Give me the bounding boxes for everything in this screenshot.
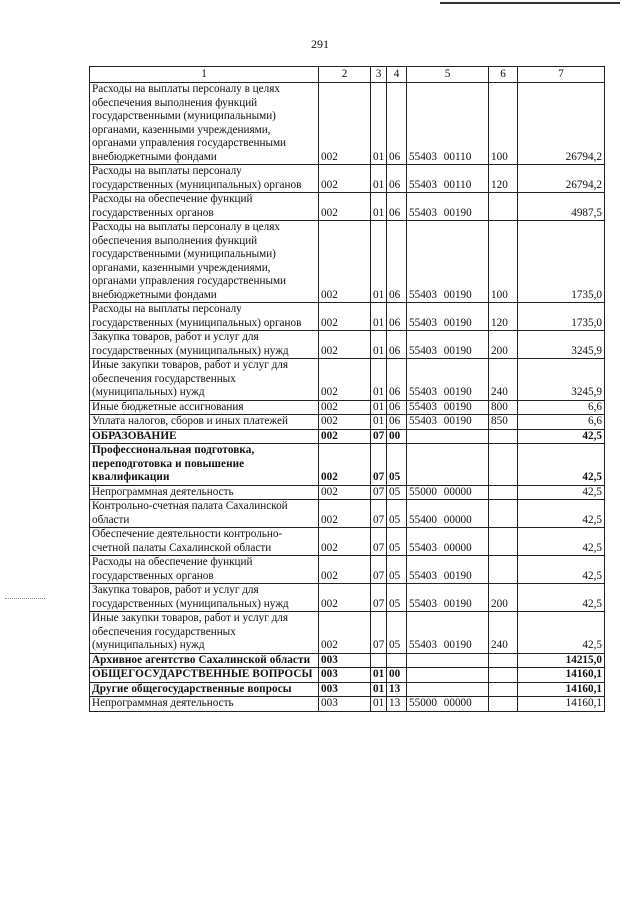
row-amount: 26794,2 xyxy=(518,165,605,193)
row-name: Непрограммная деятельность xyxy=(90,485,319,500)
row-name: Контрольно-счетная палата Сахалинской области xyxy=(90,500,319,528)
row-expense-type: 200 xyxy=(489,331,518,359)
row-name: Расходы на выплаты персоналу государственных (муниципальных) органов xyxy=(90,303,319,331)
row-target-article: 55403 00190 xyxy=(407,359,489,401)
row-amount: 14160,1 xyxy=(518,697,605,712)
row-name: Уплата налогов, сборов и иных платежей xyxy=(90,415,319,430)
table-row xyxy=(90,584,605,612)
row-name: Расходы на выплаты персоналу в целях обеспечения выполнения функций государственными (муниципальными) органами, казенными учреждениями, органами управления государственными внебюджетными фондами xyxy=(90,83,319,165)
row-expense-type: 240 xyxy=(489,612,518,654)
row-expense-type: 100 xyxy=(489,83,518,165)
row-name: Иные закупки товаров, работ и услуг для обеспечения государственных (муниципальных) нужд xyxy=(90,359,319,401)
row-section: 01 xyxy=(371,682,387,697)
row-admin-code: 002 xyxy=(319,165,371,193)
row-admin-code: 002 xyxy=(319,83,371,165)
row-expense-type xyxy=(489,697,518,712)
row-section: 07 xyxy=(371,444,387,486)
table-body xyxy=(90,83,605,712)
row-subsection: 05 xyxy=(387,528,407,556)
row-admin-code: 002 xyxy=(319,359,371,401)
header-col-6: 6 xyxy=(489,67,518,83)
row-subsection: 13 xyxy=(387,682,407,697)
row-subsection: 06 xyxy=(387,83,407,165)
row-admin-code: 002 xyxy=(319,556,371,584)
row-target-article: 55403 00190 xyxy=(407,303,489,331)
row-section: 01 xyxy=(371,83,387,165)
row-subsection: 05 xyxy=(387,444,407,486)
top-rule xyxy=(440,2,620,4)
row-admin-code: 002 xyxy=(319,193,371,221)
row-section: 01 xyxy=(371,400,387,415)
row-target-article: 55000 00000 xyxy=(407,697,489,712)
row-subsection: 06 xyxy=(387,303,407,331)
row-subsection: 06 xyxy=(387,193,407,221)
header-col-5: 5 xyxy=(407,67,489,83)
row-name: ОБРАЗОВАНИЕ xyxy=(90,429,319,444)
row-name: Иные бюджетные ассигнования xyxy=(90,400,319,415)
row-expense-type: 800 xyxy=(489,400,518,415)
row-target-article: 55403 00110 xyxy=(407,165,489,193)
row-admin-code: 002 xyxy=(319,528,371,556)
row-name: Другие общегосударственные вопросы xyxy=(90,682,319,697)
row-name: Иные закупки товаров, работ и услуг для обеспечения государственных (муниципальных) нужд xyxy=(90,612,319,654)
row-target-article xyxy=(407,653,489,668)
header-col-4: 4 xyxy=(387,67,407,83)
table-row xyxy=(90,165,605,193)
row-target-article: 55403 00190 xyxy=(407,400,489,415)
row-target-article: 55403 00190 xyxy=(407,584,489,612)
table-row xyxy=(90,415,605,430)
row-subsection: 06 xyxy=(387,415,407,430)
row-admin-code: 003 xyxy=(319,682,371,697)
row-name: Расходы на выплаты персоналу государственных (муниципальных) органов xyxy=(90,165,319,193)
row-target-article xyxy=(407,444,489,486)
row-admin-code: 002 xyxy=(319,221,371,303)
row-section: 01 xyxy=(371,697,387,712)
row-admin-code: 003 xyxy=(319,653,371,668)
row-amount: 14160,1 xyxy=(518,682,605,697)
row-name: Обеспечение деятельности контрольно-счетной палаты Сахалинской области xyxy=(90,528,319,556)
table-row xyxy=(90,303,605,331)
row-section: 07 xyxy=(371,612,387,654)
header-col-2: 2 xyxy=(319,67,371,83)
row-section: 01 xyxy=(371,221,387,303)
table-row xyxy=(90,653,605,668)
row-section: 07 xyxy=(371,429,387,444)
row-expense-type: 850 xyxy=(489,415,518,430)
row-admin-code: 002 xyxy=(319,303,371,331)
table-row xyxy=(90,668,605,683)
table-row xyxy=(90,500,605,528)
row-expense-type xyxy=(489,429,518,444)
row-name: Профессиональная подготовка, переподготовка и повышение квалификации xyxy=(90,444,319,486)
row-target-article: 55403 00000 xyxy=(407,528,489,556)
row-subsection: 05 xyxy=(387,584,407,612)
row-name: Непрограммная деятельность xyxy=(90,697,319,712)
row-admin-code: 002 xyxy=(319,429,371,444)
row-expense-type: 120 xyxy=(489,165,518,193)
row-admin-code: 002 xyxy=(319,400,371,415)
row-amount: 26794,2 xyxy=(518,83,605,165)
row-amount: 42,5 xyxy=(518,612,605,654)
header-col-3: 3 xyxy=(371,67,387,83)
row-section: 01 xyxy=(371,303,387,331)
row-expense-type xyxy=(489,444,518,486)
row-admin-code: 002 xyxy=(319,612,371,654)
table-row xyxy=(90,612,605,654)
row-subsection: 06 xyxy=(387,359,407,401)
row-target-article: 55000 00000 xyxy=(407,485,489,500)
row-admin-code: 002 xyxy=(319,331,371,359)
table-row xyxy=(90,556,605,584)
row-subsection: 05 xyxy=(387,485,407,500)
row-expense-type: 120 xyxy=(489,303,518,331)
row-target-article: 55403 00190 xyxy=(407,415,489,430)
row-target-article xyxy=(407,682,489,697)
row-amount: 6,6 xyxy=(518,415,605,430)
row-amount: 1735,0 xyxy=(518,221,605,303)
row-section: 01 xyxy=(371,668,387,683)
row-amount: 4987,5 xyxy=(518,193,605,221)
row-admin-code: 002 xyxy=(319,444,371,486)
row-expense-type xyxy=(489,653,518,668)
row-expense-type xyxy=(489,556,518,584)
row-subsection: 05 xyxy=(387,612,407,654)
scan-mark xyxy=(5,598,45,600)
table-row xyxy=(90,444,605,486)
row-expense-type xyxy=(489,500,518,528)
row-target-article: 55403 00190 xyxy=(407,331,489,359)
row-target-article xyxy=(407,668,489,683)
table-row xyxy=(90,400,605,415)
row-subsection: 13 xyxy=(387,697,407,712)
row-section: 01 xyxy=(371,359,387,401)
row-section: 07 xyxy=(371,485,387,500)
row-target-article: 55403 00190 xyxy=(407,612,489,654)
row-section: 01 xyxy=(371,165,387,193)
page-number: 291 xyxy=(311,37,329,51)
table-row xyxy=(90,697,605,712)
header-col-7: 7 xyxy=(518,67,605,83)
row-amount: 42,5 xyxy=(518,584,605,612)
table-row xyxy=(90,485,605,500)
row-name: Расходы на обеспечение функций государственных органов xyxy=(90,556,319,584)
row-target-article: 55403 00190 xyxy=(407,193,489,221)
row-amount: 14215,0 xyxy=(518,653,605,668)
row-expense-type xyxy=(489,193,518,221)
row-section xyxy=(371,653,387,668)
row-admin-code: 002 xyxy=(319,500,371,528)
row-amount: 3245,9 xyxy=(518,359,605,401)
row-section: 07 xyxy=(371,500,387,528)
table-row xyxy=(90,221,605,303)
row-target-article: 55400 00000 xyxy=(407,500,489,528)
row-section: 01 xyxy=(371,331,387,359)
row-expense-type: 240 xyxy=(489,359,518,401)
table-row xyxy=(90,528,605,556)
table-row xyxy=(90,193,605,221)
row-amount: 1735,0 xyxy=(518,303,605,331)
row-subsection xyxy=(387,653,407,668)
table-row xyxy=(90,682,605,697)
row-admin-code: 002 xyxy=(319,584,371,612)
row-subsection: 06 xyxy=(387,400,407,415)
table-header-row xyxy=(90,67,605,83)
row-admin-code: 002 xyxy=(319,415,371,430)
row-section: 07 xyxy=(371,556,387,584)
row-amount: 6,6 xyxy=(518,400,605,415)
row-expense-type: 100 xyxy=(489,221,518,303)
row-section: 01 xyxy=(371,415,387,430)
row-name: Расходы на выплаты персоналу в целях обеспечения выполнения функций государственными (муниципальными) органами, казенными учреждениями, органами управления государственными внебюджетными фондами xyxy=(90,221,319,303)
table-row xyxy=(90,359,605,401)
table-row xyxy=(90,331,605,359)
row-subsection: 05 xyxy=(387,556,407,584)
row-target-article: 55403 00190 xyxy=(407,221,489,303)
row-expense-type xyxy=(489,682,518,697)
row-amount: 42,5 xyxy=(518,444,605,486)
row-subsection: 05 xyxy=(387,500,407,528)
row-subsection: 00 xyxy=(387,668,407,683)
row-name: Расходы на обеспечение функций государственных органов xyxy=(90,193,319,221)
row-amount: 14160,1 xyxy=(518,668,605,683)
row-amount: 42,5 xyxy=(518,500,605,528)
row-subsection: 06 xyxy=(387,165,407,193)
row-name: Закупка товаров, работ и услуг для государственных (муниципальных) нужд xyxy=(90,331,319,359)
row-target-article: 55403 00190 xyxy=(407,556,489,584)
row-section: 07 xyxy=(371,584,387,612)
table-row xyxy=(90,83,605,165)
row-expense-type xyxy=(489,485,518,500)
header-col-1: 1 xyxy=(90,67,319,83)
row-admin-code: 002 xyxy=(319,485,371,500)
row-expense-type: 200 xyxy=(489,584,518,612)
row-admin-code: 003 xyxy=(319,668,371,683)
row-subsection: 06 xyxy=(387,331,407,359)
row-name: ОБЩЕГОСУДАРСТВЕННЫЕ ВОПРОСЫ xyxy=(90,668,319,683)
row-expense-type xyxy=(489,528,518,556)
table-row xyxy=(90,429,605,444)
budget-table xyxy=(89,66,605,712)
row-subsection: 00 xyxy=(387,429,407,444)
row-amount: 42,5 xyxy=(518,429,605,444)
row-section: 01 xyxy=(371,193,387,221)
row-subsection: 06 xyxy=(387,221,407,303)
row-amount: 42,5 xyxy=(518,485,605,500)
row-section: 07 xyxy=(371,528,387,556)
row-name: Архивное агентство Сахалинской области xyxy=(90,653,319,668)
row-amount: 42,5 xyxy=(518,528,605,556)
row-target-article: 55403 00110 xyxy=(407,83,489,165)
row-amount: 3245,9 xyxy=(518,331,605,359)
row-admin-code: 003 xyxy=(319,697,371,712)
row-target-article xyxy=(407,429,489,444)
row-expense-type xyxy=(489,668,518,683)
row-name: Закупка товаров, работ и услуг для государственных (муниципальных) нужд xyxy=(90,584,319,612)
row-amount: 42,5 xyxy=(518,556,605,584)
